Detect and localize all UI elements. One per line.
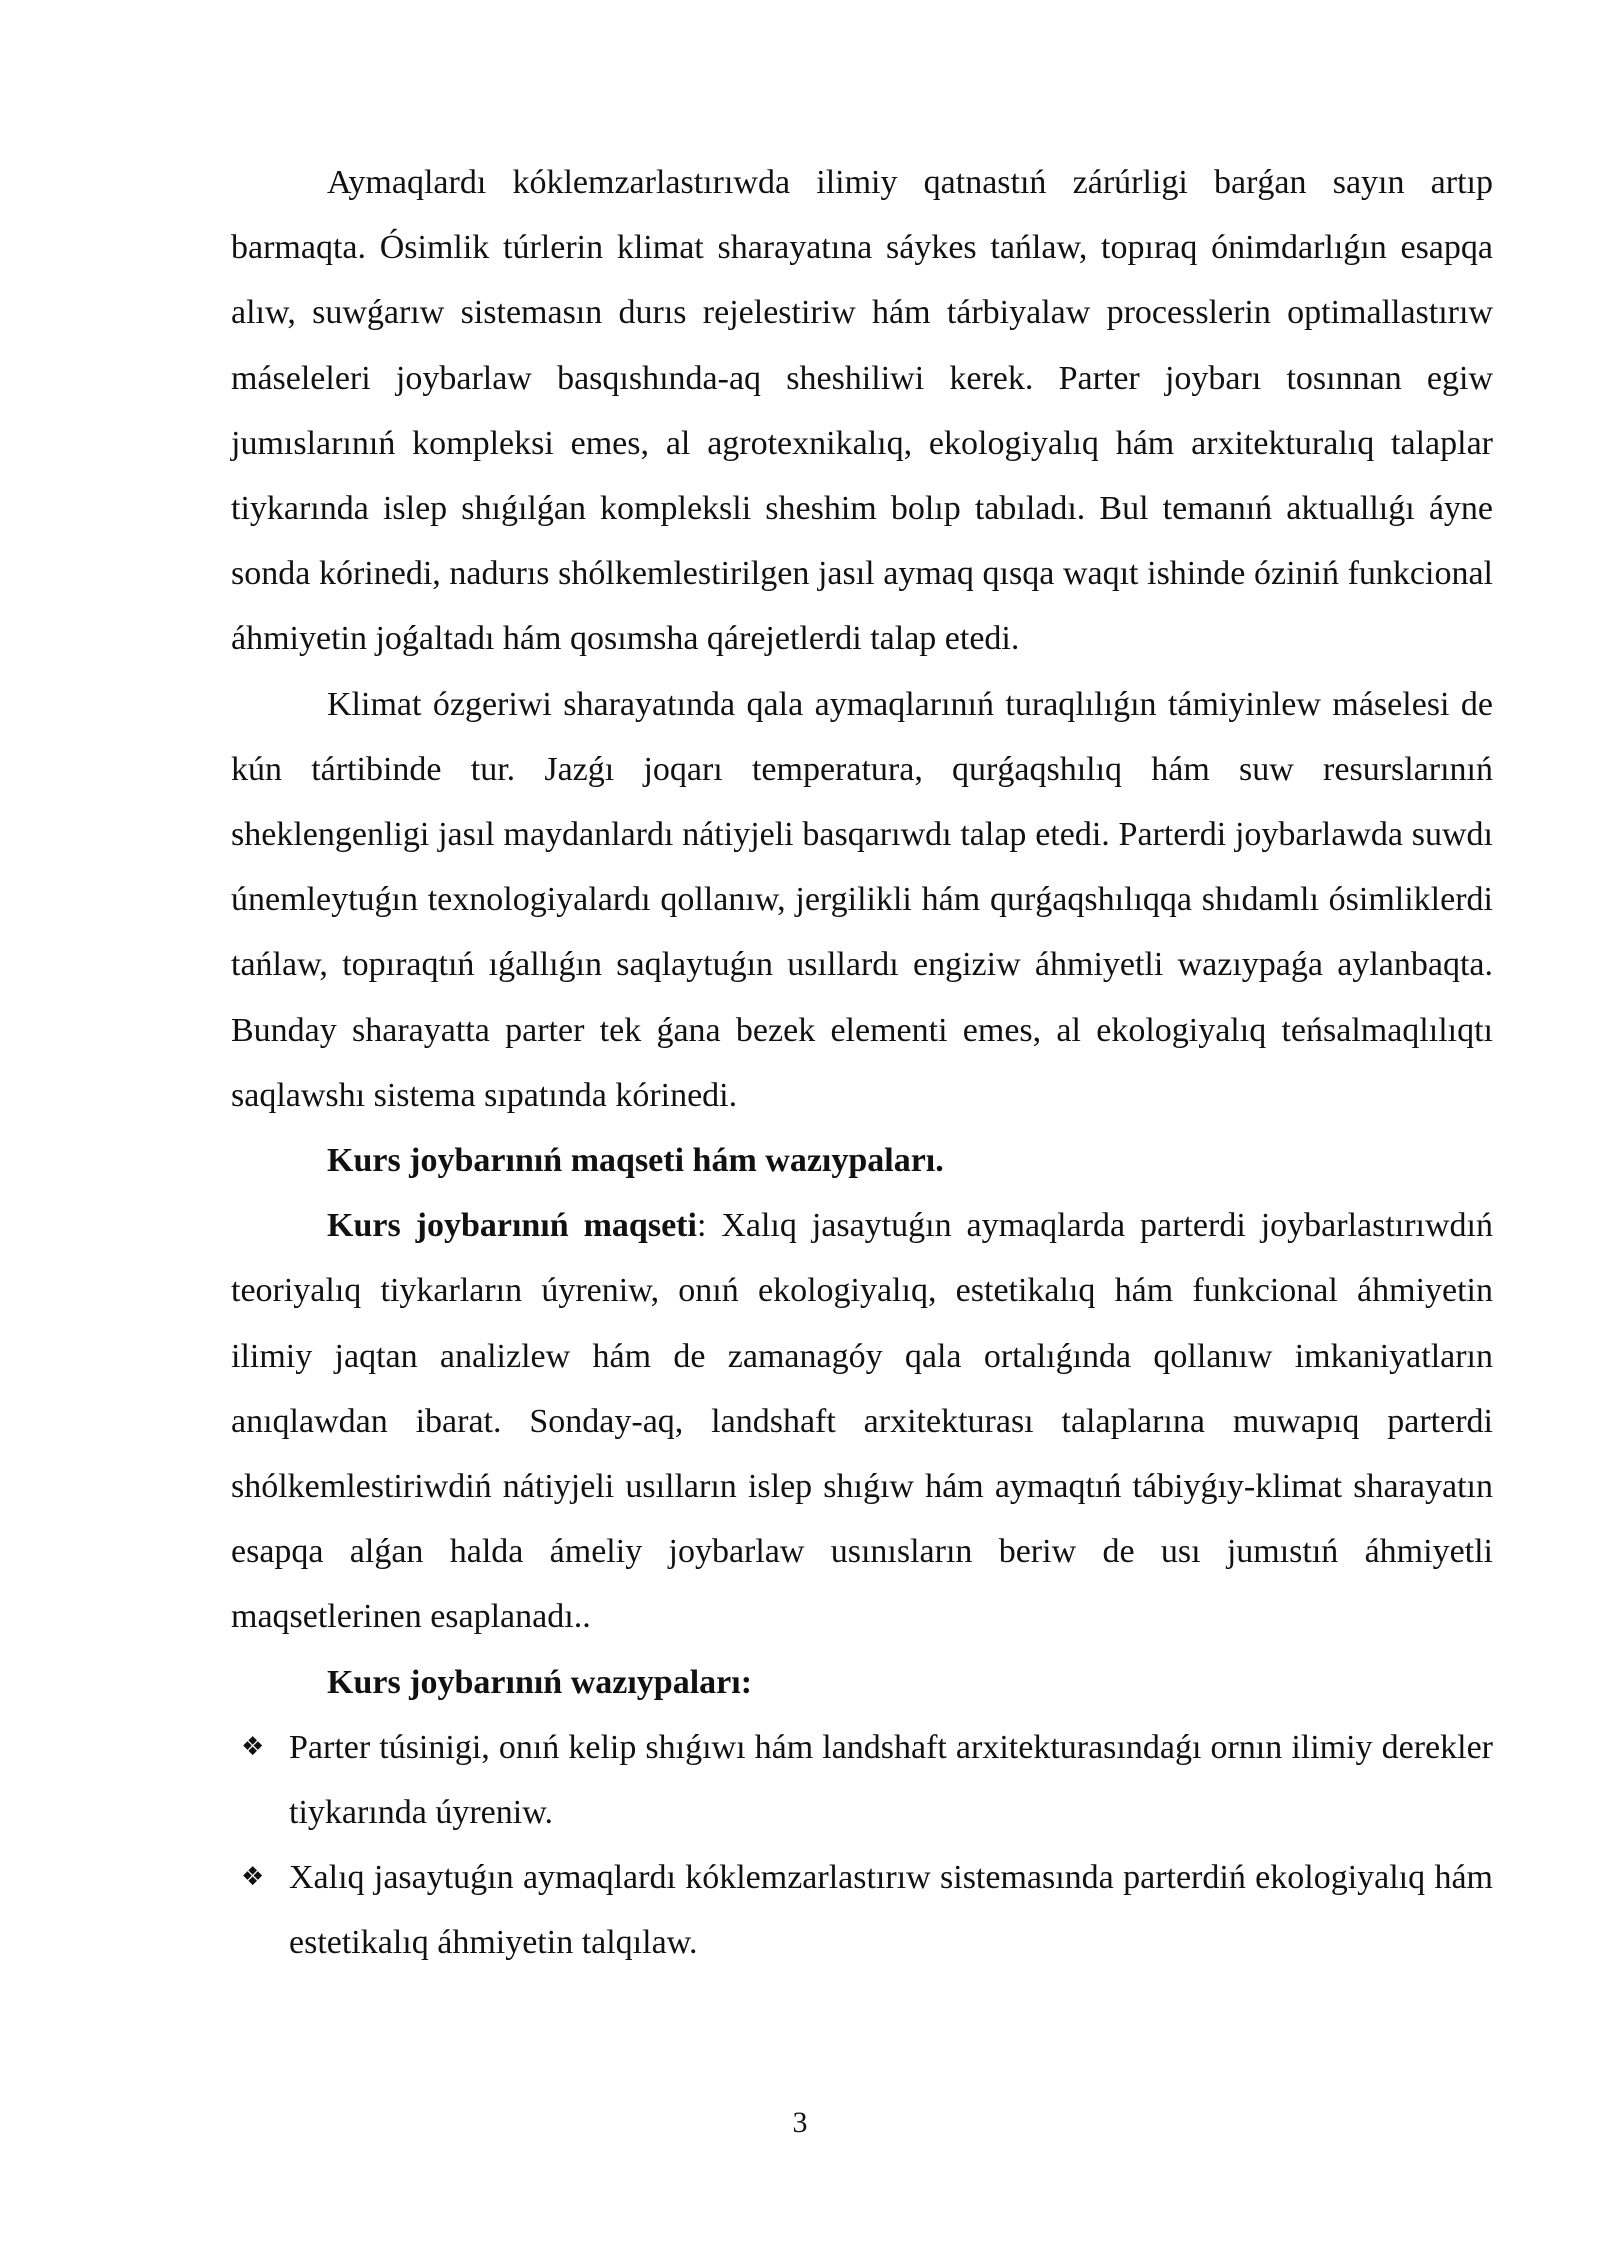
section-heading-goals-tasks: Kurs joybarınıń maqseti hám wazıypaları. xyxy=(327,1142,944,1180)
tasks-list xyxy=(231,1715,1493,1976)
task-text: Xalıq jasaytuǵın aymaqlardı kóklemzarlastırıw sistemasında parterdiń ekologiyalıq hám estetikalıq áhmiyetin talqılaw. xyxy=(289,1859,1493,1962)
goal-text: Xalıq jasaytuǵın aymaqlarda parterdi joybarlastırıwdıń teoriyalıq tiykarların úyreniw, onıń ekologiyalıq, estetikalıq hám funkcional áhmiyetin ilimiy jaqtan analizlew hám de zamanagóy qala ortalıǵında qollanıw imkaniyatların anıqlawdan ibarat. Sonday-aq, landshaft arxitekturası talaplarına muwapıq parterdi shólkemlestiriwdiń nátiyjeli usılların islep shıǵıw hám aymaqtıń tábiyǵıy-klimat sharayatın esapqa alǵan halda ámeliy joybarlaw usınısların beriw de usı jumıstıń áhmiyetli maqsetlerinen esaplanadı.. xyxy=(231,1207,1493,1636)
list-item xyxy=(231,1845,1493,1975)
paragraph-goal xyxy=(231,1193,1493,1649)
task-text: Parter túsinigi, onıń kelip shıǵıwı hám landshaft arxitekturasındaǵı ornın ilimiy derekler tiykarında úyreniw. xyxy=(289,1728,1493,1832)
list-item xyxy=(231,1715,1493,1845)
diamond-bullet-icon: ❖ xyxy=(241,1862,265,1893)
section-heading-tasks: Kurs joybarınıń wazıypaları: xyxy=(327,1663,753,1701)
document-page xyxy=(231,150,1493,1976)
diamond-bullet-icon: ❖ xyxy=(241,1731,265,1762)
goal-label: Kurs joybarınıń maqseti xyxy=(327,1207,697,1245)
paragraph-climate: Klimat ózgeriwi sharayatında qala aymaqlarınıń turaqlılıǵın támiyinlew máselesi de kún tártibinde tur. Jazǵı joqarı temperatura, qurǵaqshılıq hám suw resurslarınıń sheklengenligi jasıl maydanlardı nátiyjeli basqarıwdı talap etedi. Parterdi joybarlawda suwdı únemleytuǵın texnologiyalardı qollanıw, jergilikli hám qurǵaqshılıqqa shıdamlı ósimliklerdi tańlaw, topıraqtıń ıǵallıǵın saqlaytuǵın usıllardı engiziw áhmiyetli wazıypaǵa aylanbaqta. Bunday sharayatta parter tek ǵana bezek elementi emes, al ekologiyalıq teńsalmaqlılıqtı saqlawshı sistema sıpatında kórinedi. xyxy=(231,685,1493,1114)
paragraph-intro: Aymaqlardı kóklemzarlastırıwda ilimiy qatnastıń zárúrligi barǵan sayın artıp barmaqta. Ósimlik túrlerin klimat sharayatına sáykes tańlaw, topıraq ónimdarlıǵın esapqa alıw, suwǵarıw sistemasın durıs rejelestiriw hám tárbiyalaw processlerin optimallastırıw máseleleri joybarlaw basqıshında-aq sheshiliwi kerek. Parter joybarı tosınnan egiw jumıslarınıń kompleksi emes, al agrotexnikalıq, ekologiyalıq hám arxitekturalıq talaplar tiykarında islep shıǵılǵan kompleksli sheshim bolıp tabıladı. Bul temanıń aktuallıǵı áyne sonda kórinedi, nadurıs shólkemlestirilgen jasıl aymaq qısqa waqıt ishinde óziniń funkcional áhmiyetin joǵaltadı hám qosımsha qárejetlerdi talap etedi. xyxy=(231,164,1493,658)
goal-colon: : xyxy=(696,1207,707,1245)
page-number: 3 xyxy=(792,2106,808,2139)
